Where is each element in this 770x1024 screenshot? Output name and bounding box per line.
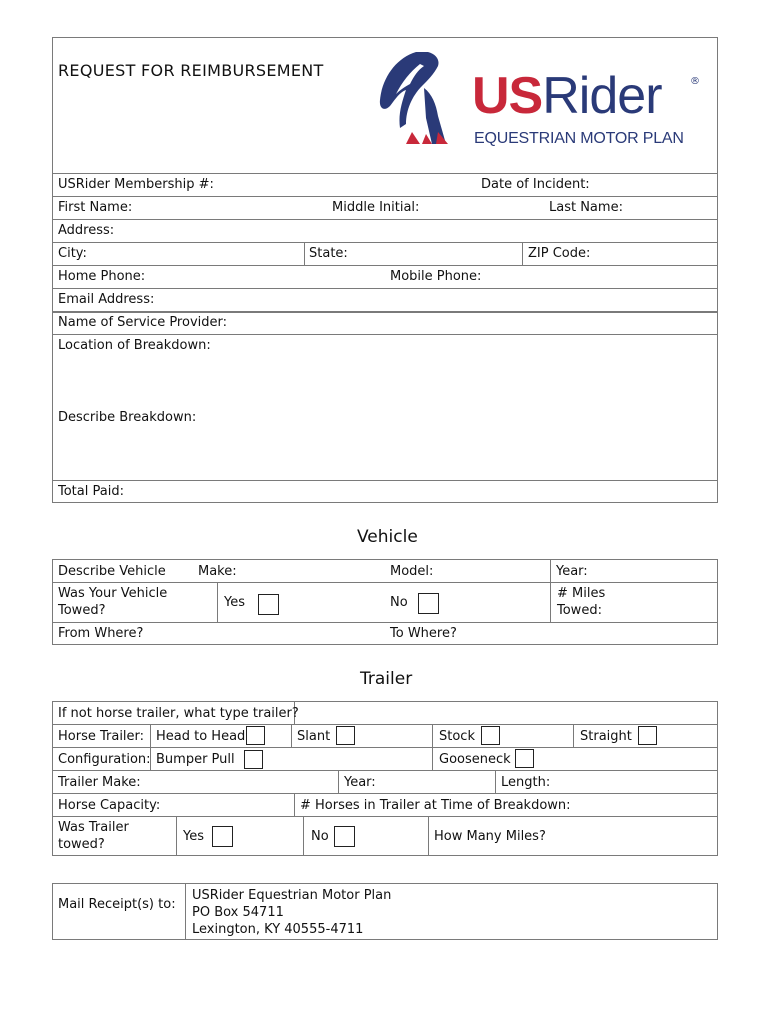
home-phone-label: Home Phone: [58,269,146,284]
divider [185,883,186,940]
middle-initial-label: Middle Initial: [332,200,420,215]
divider [176,816,177,856]
vehicle-towed-question-line2: Towed? [58,603,106,618]
divider [550,559,551,622]
divider [52,622,718,623]
divider [52,480,718,481]
trailer-no-label: No [311,829,329,844]
gooseneck-checkbox[interactable] [515,749,534,768]
address-label: Address: [58,223,115,238]
divider [428,816,429,856]
stock-checkbox[interactable] [481,726,500,745]
mobile-phone-label: Mobile Phone: [390,269,482,284]
to-where-label: To Where? [390,626,457,641]
horse-trailer-label: Horse Trailer: [58,729,145,744]
stock-label: Stock [439,729,475,744]
vehicle-towed-no-checkbox[interactable] [418,593,439,614]
divider [217,582,218,622]
trailer-towed-line1: Was Trailer [58,820,129,835]
miles-towed-line1: # Miles [557,586,606,601]
mail-address-line1: USRider Equestrian Motor Plan [192,888,392,903]
divider [52,288,718,289]
horses-in-trailer-label: # Horses in Trailer at Time of Breakdown: [300,798,571,813]
divider [52,816,718,817]
divider [52,770,718,771]
miles-towed-line2: Towed: [557,603,602,618]
trailer-length-label: Length: [501,775,551,790]
trailer-make-label: Trailer Make: [58,775,141,790]
vehicle-title: Vehicle [357,527,418,547]
describe-vehicle-label: Describe Vehicle [58,564,166,579]
divider [495,770,496,793]
divider [432,724,433,770]
vehicle-make-label: Make: [198,564,237,579]
horse-head-icon [376,48,476,156]
first-name-label: First Name: [58,200,133,215]
vehicle-no-label: No [390,595,408,610]
bumper-pull-label: Bumper Pull [156,752,235,767]
logo-subtitle: EQUESTRIAN MOTOR PLAN [474,130,684,147]
slant-checkbox[interactable] [336,726,355,745]
divider [573,724,574,747]
divider [52,242,718,243]
last-name-label: Last Name: [549,200,623,215]
divider [52,173,718,174]
trailer-type-question: If not horse trailer, what type trailer? [58,706,299,721]
divider [52,334,718,335]
divider [338,770,339,793]
trailer-towed-no-checkbox[interactable] [334,826,355,847]
mail-address-line2: PO Box 54711 [192,905,284,920]
vehicle-model-label: Model: [390,564,434,579]
trailer-title: Trailer [360,669,413,689]
from-where-label: From Where? [58,626,144,641]
divider [52,219,718,220]
divider [52,311,718,313]
mail-address-line3: Lexington, KY 40555-4711 [192,922,364,937]
divider [52,793,718,794]
vehicle-towed-yes-checkbox[interactable] [258,594,279,615]
straight-label: Straight [580,729,632,744]
logo-wordmark [472,67,662,125]
vehicle-yes-label: Yes [224,595,245,610]
divider [303,816,304,856]
divider [294,793,295,816]
logo-rider: Rider [542,67,662,125]
bumper-pull-checkbox[interactable] [244,750,263,769]
trailer-yes-label: Yes [183,829,204,844]
email-label: Email Address: [58,292,155,307]
divider [52,582,718,583]
date-incident-label: Date of Incident: [481,177,590,192]
trailer-towed-yes-checkbox[interactable] [212,826,233,847]
straight-checkbox[interactable] [638,726,657,745]
divider [52,196,718,197]
configuration-label: Configuration: [58,752,151,767]
logo-registered: ® [690,76,700,87]
form-title: REQUEST FOR REIMBURSEMENT [58,61,324,80]
divider [52,724,718,725]
describe-breakdown-label: Describe Breakdown: [58,410,197,425]
trailer-year-label: Year: [344,775,376,790]
state-label: State: [309,246,348,261]
horse-capacity-label: Horse Capacity: [58,798,161,813]
logo-us: US [472,67,543,125]
service-provider-label: Name of Service Provider: [58,315,227,330]
divider [291,724,292,747]
gooseneck-label: Gooseneck [439,752,511,767]
mail-receipts-label: Mail Receipt(s) to: [58,897,176,912]
location-label: Location of Breakdown: [58,338,211,353]
slant-label: Slant [297,729,331,744]
head-to-head-checkbox[interactable] [246,726,265,745]
vehicle-towed-question-line1: Was Your Vehicle [58,586,168,601]
usrider-logo [376,48,706,156]
membership-label: USRider Membership #: [58,177,214,192]
divider [304,242,305,265]
divider [52,265,718,266]
zip-label: ZIP Code: [528,246,591,261]
divider [522,242,523,265]
divider [52,747,718,748]
head-to-head-label: Head to Head [156,729,246,744]
trailer-towed-line2: towed? [58,837,105,852]
vehicle-year-label: Year: [556,564,588,579]
total-paid-label: Total Paid: [58,484,124,499]
city-label: City: [58,246,87,261]
how-many-miles-label: How Many Miles? [434,829,546,844]
